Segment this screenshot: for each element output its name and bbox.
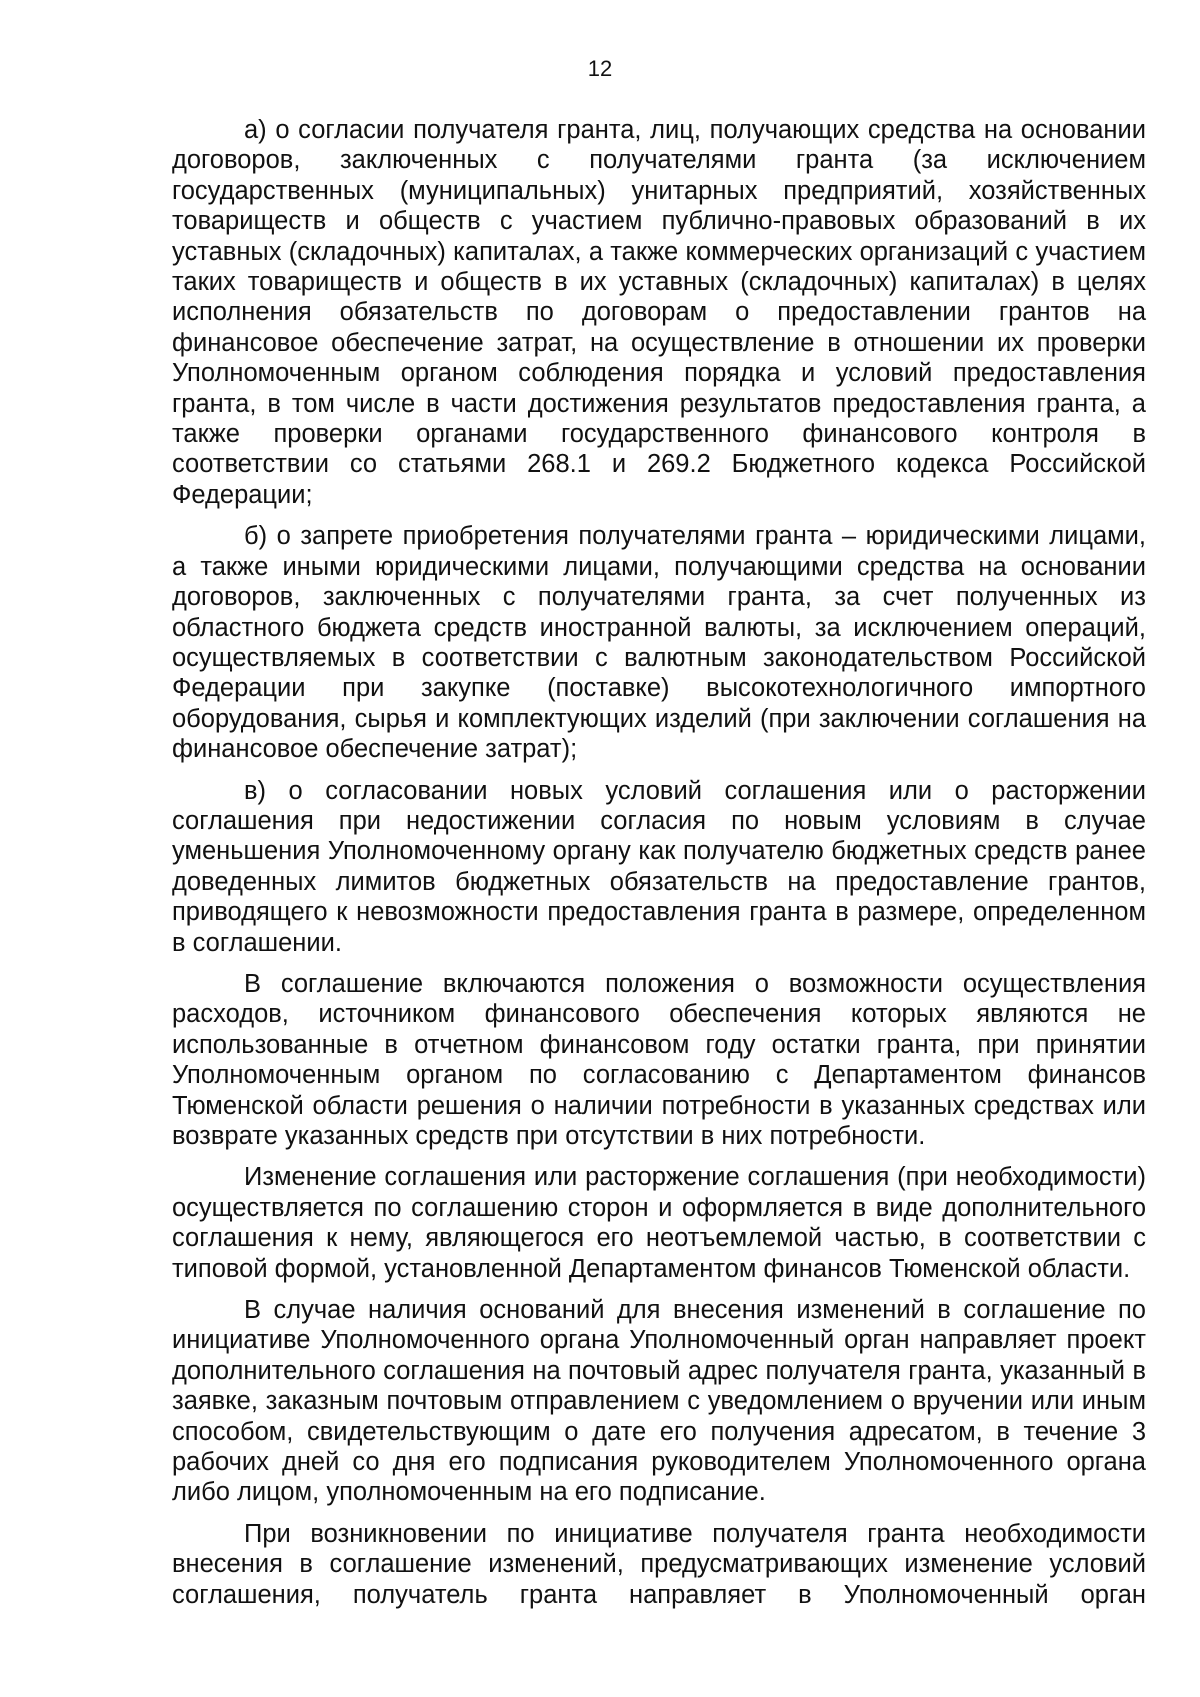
paragraph-agreement-amendment: Изменение соглашения или расторжение соглашения (при необходимости) осуществляется по соглашению сторон и оформляется в виде дополнительного соглашения к нему, являющегося его неотъемлемой частью, в соответствии с типовой формой, установленной Департаментом финансов Тюменской области.: [172, 1163, 1146, 1283]
paragraph-foreign-currency-ban: б) о запрете приобретения получателями гранта – юридическими лицами, а также иными юридическими лицами, получающими средства на основании договоров, заключенных с получателями гранта, за счет полученных из областного бюджета средств иностранной валюты, за исключением операций, осуществляемых в соответствии с валютным законодательством Российской Федерации при закупке (поставке) высокотехнологичного импортного оборудования, сырья и комплектующих изделий (при заключении соглашения на финансовое обеспечение затрат);: [172, 522, 1146, 764]
paragraph-new-conditions: в) о согласовании новых условий соглашения или о расторжении соглашения при недостижении согласия по новым условиям в случае уменьшения Уполномоченному органу как получателю бюджетных средств ранее доведенных лимитов бюджетных обязательств на предоставление грантов, приводящего к невозможности предоставления гранта в размере, определенном в соглашении.: [172, 776, 1146, 957]
paragraph-unused-balances: В соглашение включаются положения о возможности осуществления расходов, источником финансового обеспечения которых являются не использованные в отчетном финансовом году остатки гранта, при принятии Уполномоченным органом по согласованию с Департаментом финансов Тюменской области решения о наличии потребности в указанных средствах или возврате указанных средств при отсутствии в них потребности.: [172, 969, 1146, 1150]
paragraph-recipient-initiative: При возникновении по инициативе получателя гранта необходимости внесения в соглашение изменений, предусматривающих изменение условий соглашения, получатель гранта направляет в Уполномоченный орган: [172, 1519, 1146, 1609]
page-number: 12: [587, 56, 613, 81]
paragraph-authority-initiative: В случае наличия оснований для внесения изменений в соглашение по инициативе Уполномоченного органа Уполномоченный орган направляет проект дополнительного соглашения на почтовый адрес получателя гранта, указанный в заявке, заказным почтовым отправлением с уведомлением о вручении или иным способом, свидетельствующим о дате его получения адресатом, в течение 3 рабочих дней со дня его подписания руководителем Уполномоченного органа либо лицом, уполномоченным на его подписание.: [172, 1296, 1146, 1507]
paragraph-consent-to-inspection: а) о согласии получателя гранта, лиц, получающих средства на основании договоров, заключенных с получателями гранта (за исключением государственных (муниципальных) унитарных предприятий, хозяйственных товариществ и обществ с участием публично-правовых образований в их уставных (складочных) капиталах, а также коммерческих организаций с участием таких товариществ и обществ в их уставных (складочных) капиталах) в целях исполнения обязательств по договорам о предоставлении грантов на финансовое обеспечение затрат, на осуществление в отношении их проверки Уполномоченным органом соблюдения порядка и условий предоставления гранта, в том числе в части достижения результатов предоставления гранта, а также проверки органами государственного финансового контроля в соответствии со статьями 268.1 и 269.2 Бюджетного кодекса Российской Федерации;: [172, 116, 1146, 509]
document-body: [172, 115, 1146, 1610]
